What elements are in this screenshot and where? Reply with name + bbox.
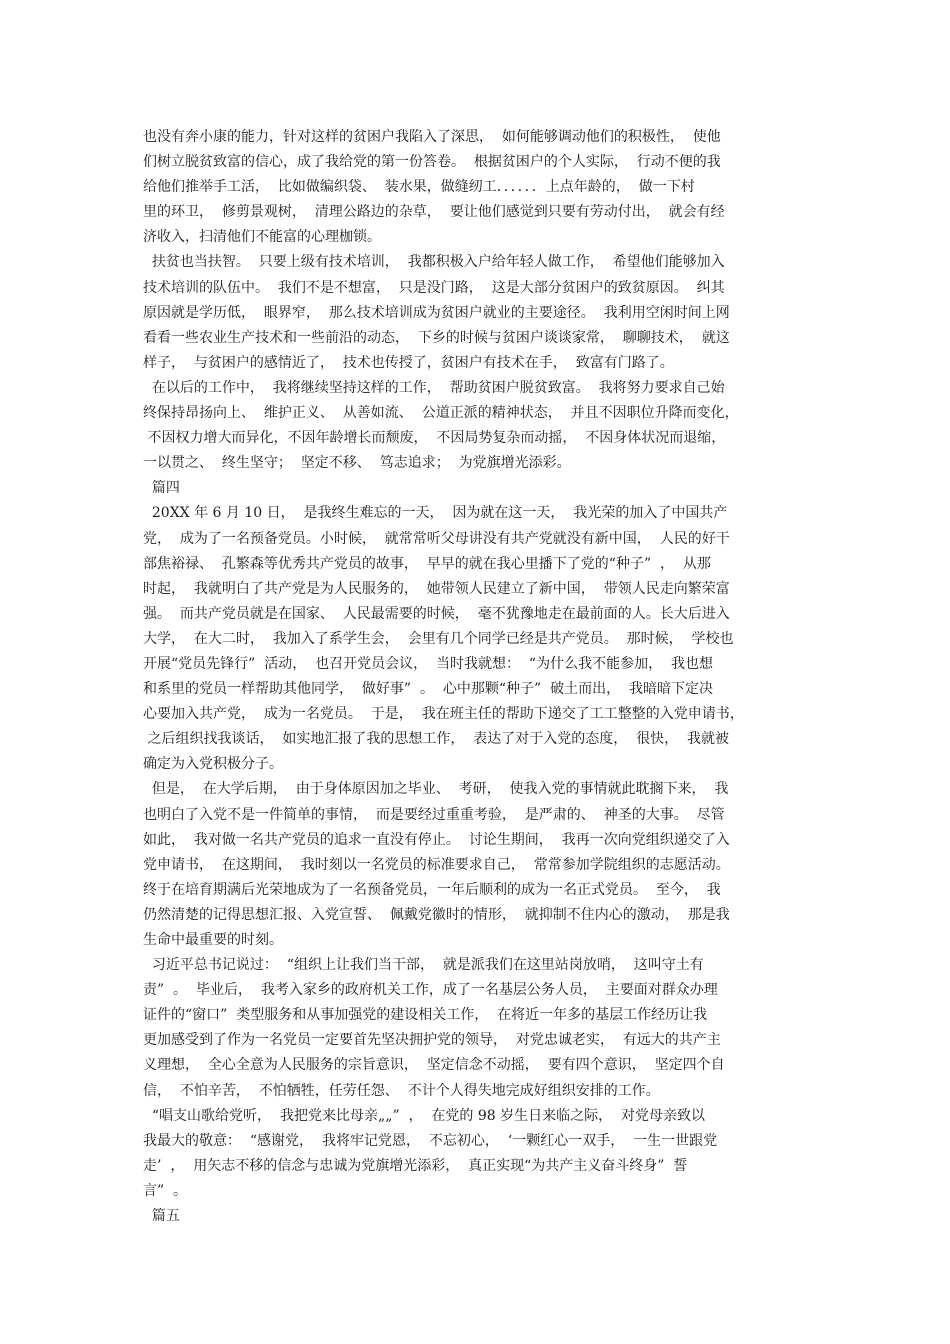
text-line: 但是， 在大学后期， 由于身体原因加之毕业、 考研， 使我入党的事情就此耽搁下来， 我 [143, 781, 729, 798]
text-line: 党， 成为了一名预备党员。小时候， 就常常听父母讲没有共产党就没有新中国， 人民的好干 [143, 530, 730, 547]
text-line: 大学， 在大二时， 我加入了系学生会， 会里有几个同学已经是共产党员。 那时候， 学校也 [143, 630, 734, 647]
text-line: 篇四 [143, 480, 180, 497]
text-line: 义理想， 全心全意为人民服务的宗旨意识， 坚定信念不动摇， 要有四个意识， 坚定四个自 [143, 1057, 725, 1074]
text-line: 强。 而共产党员就是在国家、 人民最需要的时候， 毫不犹豫地走在最前面的人。长大后进入 [143, 605, 730, 622]
text-line: 一以贯之、 终生坚守； 坚定不移、 笃志追求； 为党旗增光添彩。 [143, 455, 571, 472]
text-line: 开展“党员先锋行” 活动， 也召开党员会议， 当时我就想： “为什么我不能参加， 我也想 [143, 655, 713, 672]
text-line: 时起， 我就明白了共产党是为人民服务的， 她带领人民建立了新中国， 带领人民走向繁荣富 [143, 580, 730, 597]
text-line: 心要加入共产党， 成为一名党员。 于是， 我在班主任的帮助下递交了工工整整的入党申请书， [143, 706, 744, 723]
document-body [143, 125, 815, 1229]
text-line: 也没有奔小康的能力，针对这样的贫困户我陷入了深思， 如何能够调动他们的积极性， 使他 [143, 129, 721, 145]
text-line: 20XX 年 6 月 10 日， 是我终生难忘的一天， 因为就在这一天， 我光荣的加入了中国共产 [143, 505, 728, 522]
text-line: 和系里的党员一样帮助其他同学， 做好事” 。 心中那颗“种子” 破土而出， 我暗暗下定决 [143, 681, 713, 698]
text-line: 习近平总书记说过： “组织上让我们当干部， 就是派我们在这里站岗放哨， 这叫守土有 [143, 957, 704, 974]
text-line: 在以后的工作中， 我将继续坚持这样的工作， 帮助贫困户脱贫致富。 我将努力要求自己始 [143, 379, 725, 396]
text-line: 样子， 与贫困户的感情近了， 技术也传授了，贫困户有技术在手， 致富有门路了。 [143, 354, 674, 371]
text-line: 信， 不怕辛苦， 不怕牺牲，任劳任怨、 不计个人得失地完成好组织安排的工作。 [143, 1082, 660, 1099]
text-line: 之后组织找我谈话， 如实地汇报了我的思想工作， 表达了对于入党的态度， 很快， 我就被 [143, 731, 730, 748]
text-line: 证件的“窗口” 类型服务和从事加强党的建设相关工作， 在将近一年多的基层工作经历让我 [143, 1007, 708, 1024]
text-line: 技术培训的队伍中。 我们不是不想富， 只是没门路， 这是大部分贫困户的致贫原因。 纠其 [143, 279, 725, 296]
text-line: 确定为入党积极分子。 [143, 756, 283, 773]
text-line: 不因权力增大而异化，不因年龄增长而颓废， 不因局势复杂而动摇， 不因身体状况而退缩， [143, 430, 726, 447]
text-line: 部焦裕禄、 孔繁森等优秀共产党员的故事， 早早的就在我心里播下了党的“种子” ， 从那 [143, 555, 711, 572]
text-line: 里的环卫， 修剪景观树， 清理公路边的杂草， 要让他们感觉到只要有劳动付出， 就会有经 [143, 204, 725, 221]
text-line: “唱支山歌给党听， 我把党来比母亲„„” ， 在党的 98 岁生日来临之际， 对党母亲致以 [143, 1107, 706, 1124]
text-line: 如此， 我对做一名共产党员的追求一直没有停止。 讨论生期间， 我再一次向党组织递交了入 [143, 831, 730, 848]
text-line: 原因就是学历低， 眼界窄， 那么技术培训成为贫困户就业的主要途径。 我利用空闲时间上网 [143, 304, 730, 321]
text-line: 生命中最重要的时刻。 [143, 932, 283, 948]
text-line: 看看一些农业生产技术和一些前沿的动态， 下乡的时候与贫困户谈谈家常， 聊聊技术， 就这 [143, 329, 730, 346]
text-line: 更加感受到了作为一名党员一定要首先坚决拥护党的领导， 对党忠诚老实， 有远大的共产主 [143, 1032, 721, 1049]
text-line: 扶贫也当扶智。 只要上级有技术培训， 我都积极入户给年轻人做工作， 希望他们能够加入 [143, 254, 725, 271]
text-line: 们树立脱贫致富的信心，成了我给党的第一份答卷。 根据贫困户的个人实际， 行动不便的我 [143, 154, 721, 171]
text-line: 我最大的敬意： “感谢党， 我将牢记党恩， 不忘初心， ‘一颗红心一双手， 一生一世跟党 [143, 1132, 718, 1149]
text-line: 责” 。 毕业后， 我考入家乡的政府机关工作，成了一名基层公务人员， 主要面对群众办理 [143, 982, 718, 999]
text-line: 济收入，扫清他们不能富的心理枷锁。 [143, 229, 381, 246]
text-line: 党申请书， 在这期间， 我时刻以一名党员的标准要求自己， 常常参加学院组织的志愿活动。 [143, 856, 730, 873]
text-line: 也明白了入党不是一件简单的事情， 而是要经过重重考验， 是严肃的、 神圣的大事。 尽管 [143, 806, 725, 823]
text-line: 终保持昂扬向上、 维护正义、 从善如流、 公道正派的精神状态， 并且不因职位升降而变化， [143, 405, 739, 422]
text-line: 给他们推举手工活， 比如做编织袋、 装水果，做缝纫工．．．．．．上点年龄的， 做一下村 [143, 179, 695, 196]
text-line: 篇五 [143, 1208, 180, 1225]
text-line: 仍然清楚的记得思想汇报、入党宣誓、 佩戴党徽时的情形， 就抑制不住内心的激动， 那是我 [143, 906, 730, 923]
text-line: 走’ ， 用矢志不移的信念与忠诚为党旗增光添彩， 真正实现“为共产主义奋斗终身” 誓 [143, 1157, 688, 1174]
text-line: 终于在培育期满后光荣地成为了一名预备党员，一年后顺利的成为一名正式党员。 至今， 我 [143, 881, 721, 898]
text-line: 言” 。 [143, 1182, 188, 1199]
